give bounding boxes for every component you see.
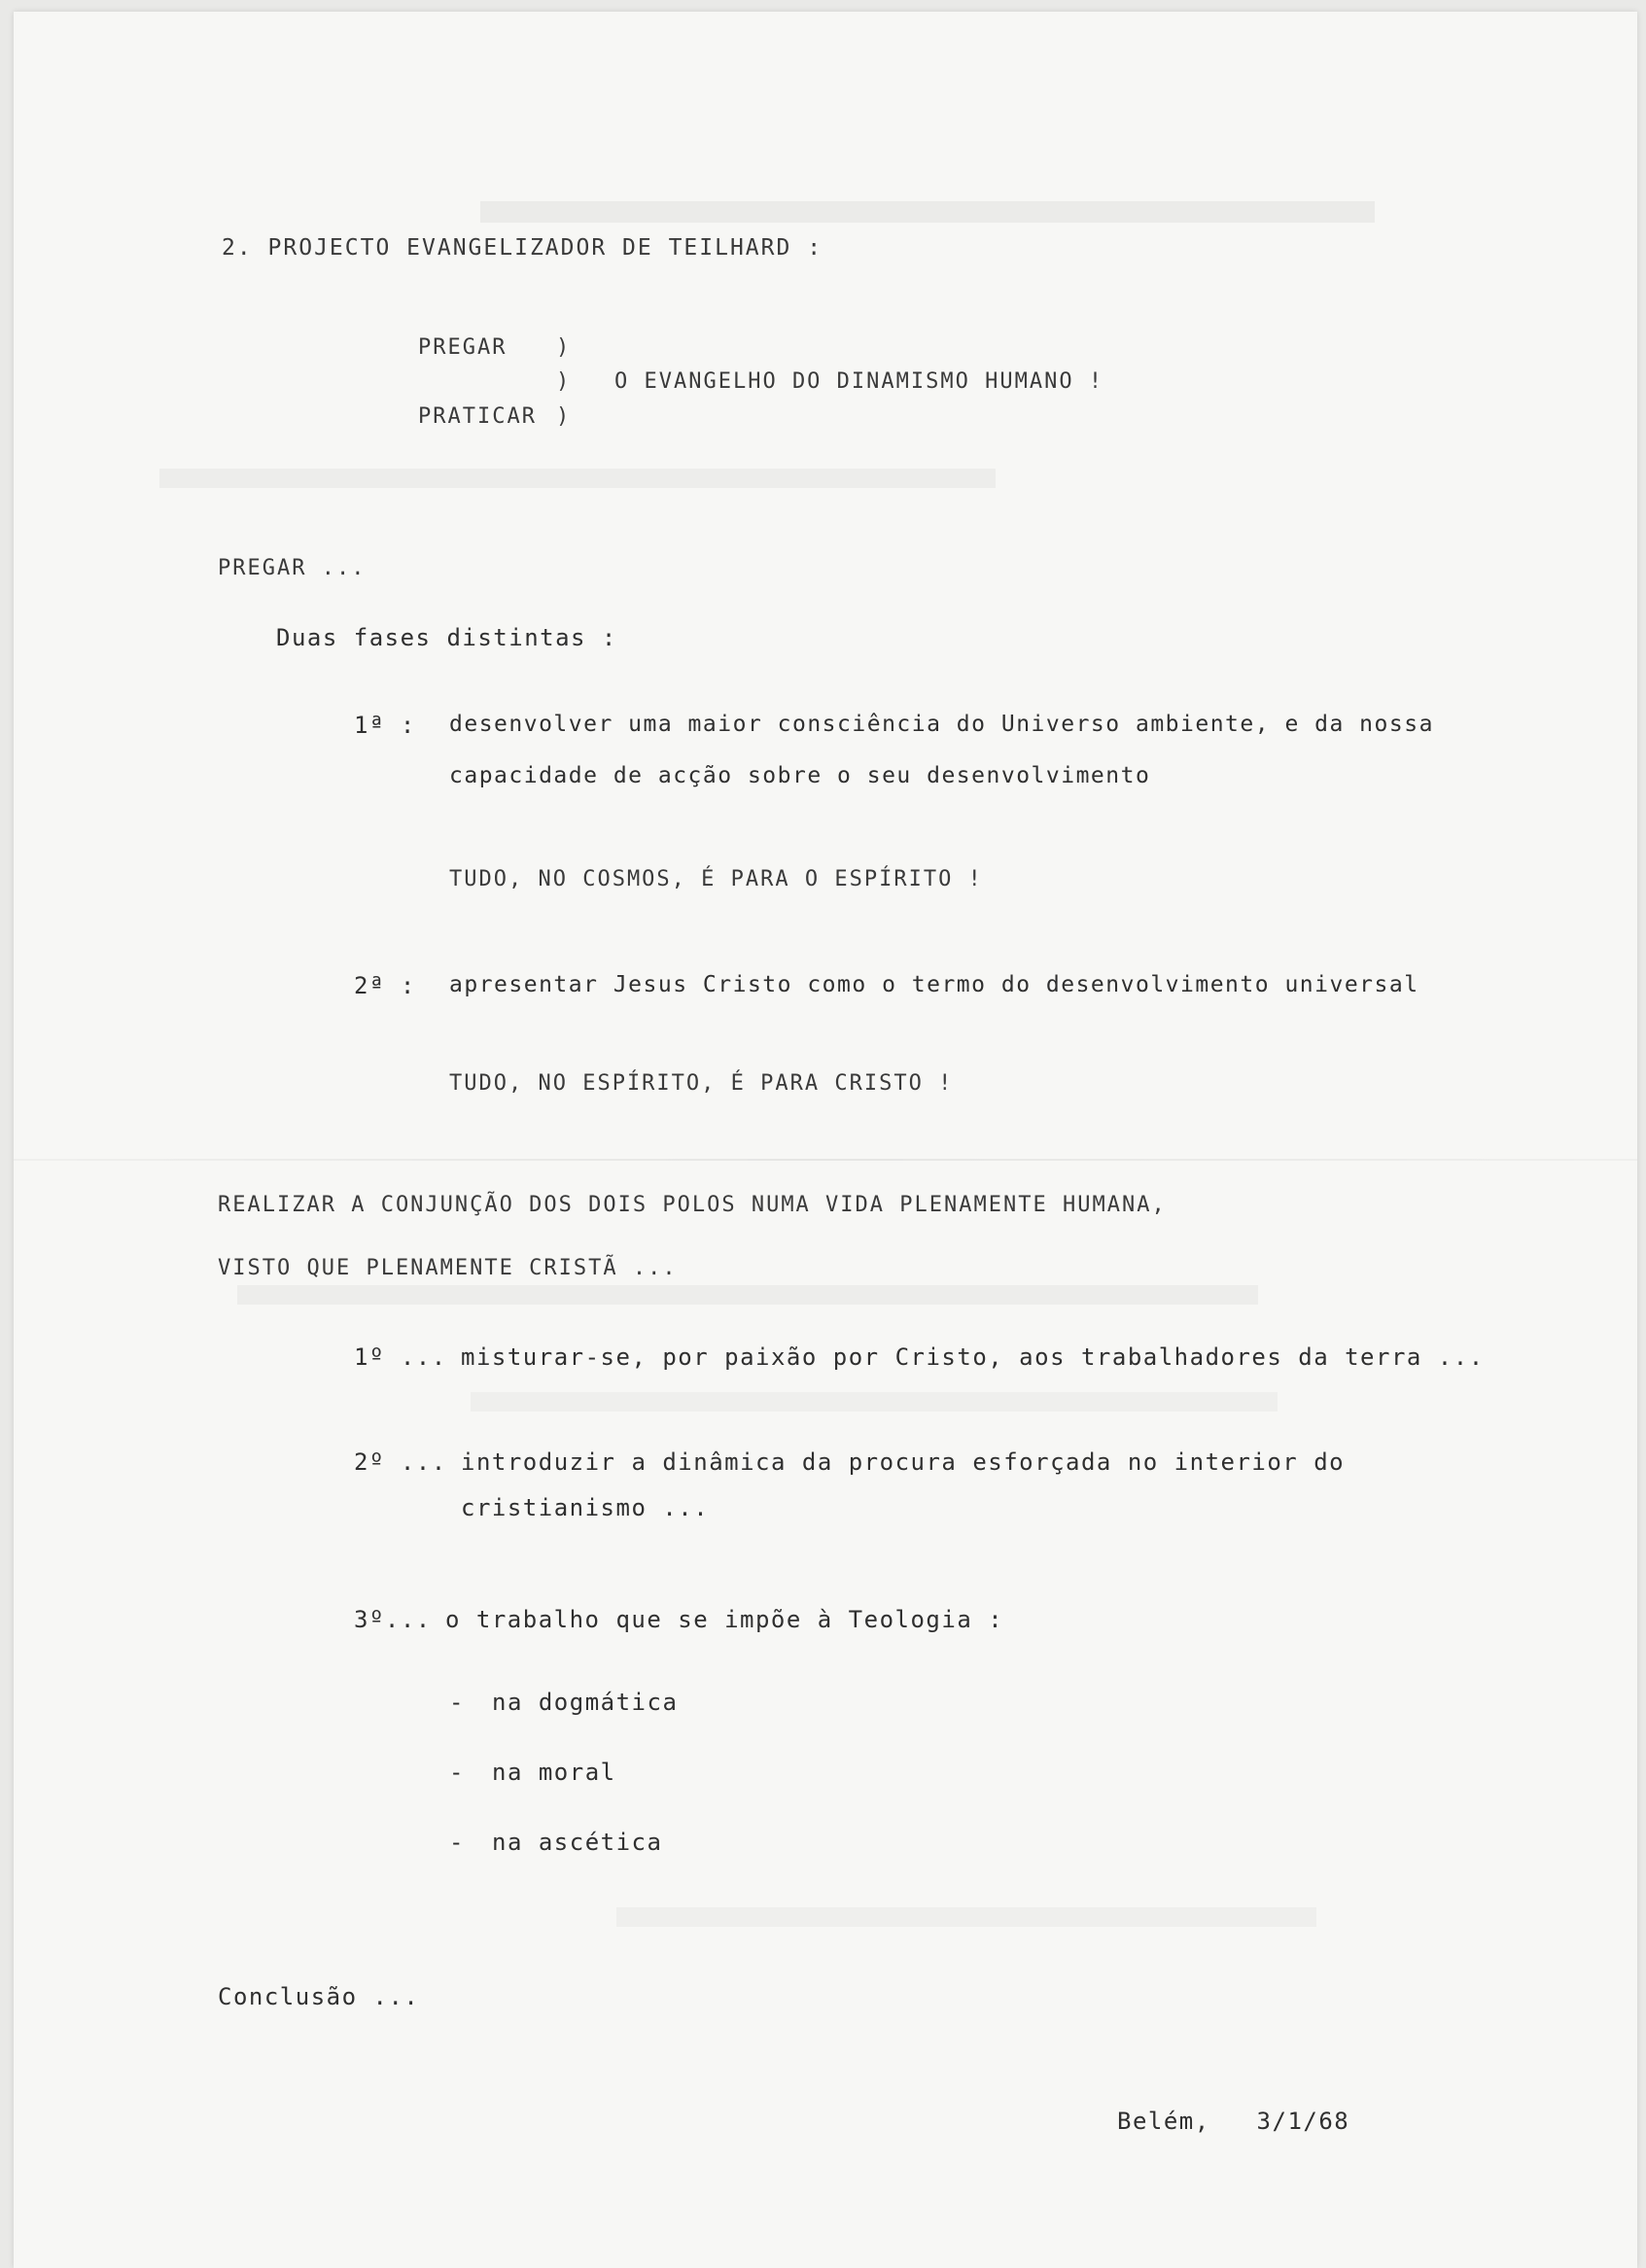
- verb-praticar: PRATICAR: [418, 404, 537, 429]
- phase2-motto: TUDO, NO ESPÍRITO, É PARA CRISTO !: [449, 1071, 954, 1096]
- paren-mid: ): [556, 369, 572, 394]
- phase2-marker: 2ª :: [354, 972, 416, 999]
- item2-marker: 2º ...: [354, 1448, 447, 1476]
- item2-text: introduzir a dinâmica da procura esforçada no interior do: [461, 1448, 1346, 1476]
- item1-marker: 1º ...: [354, 1343, 447, 1371]
- section-heading: 2. PROJECTO EVANGELIZADOR DE TEILHARD :: [222, 235, 823, 261]
- conclusion: Conclusão ...: [218, 1983, 420, 2010]
- phase2-line1: apresentar Jesus Cristo como o termo do desenvolvimento universal: [449, 972, 1419, 997]
- paren-open: ): [556, 335, 572, 360]
- phase1-motto: TUDO, NO COSMOS, É PARA O ESPÍRITO !: [449, 867, 983, 891]
- theology-item-ascetica: na ascética: [492, 1829, 663, 1856]
- pregar-label: PREGAR ...: [218, 556, 367, 580]
- theology-dash: -: [449, 1759, 465, 1786]
- phase1-line1: desenvolver uma maior consciência do Universo ambiente, e da nossa: [449, 712, 1434, 737]
- show-through-mark: [237, 1285, 1258, 1305]
- show-through-mark: [471, 1392, 1278, 1412]
- pregar-intro: Duas fases distintas :: [276, 624, 617, 651]
- paren-close: ): [556, 404, 572, 429]
- show-through-mark: [480, 201, 1375, 223]
- theology-item-moral: na moral: [492, 1759, 616, 1786]
- theology-dash: -: [449, 1689, 465, 1716]
- theology-item-dogmatica: na dogmática: [492, 1689, 679, 1716]
- show-through-mark: [159, 469, 996, 488]
- item2-text-cont: cristianismo ...: [461, 1494, 710, 1521]
- paper-fold-line: [14, 1159, 1637, 1161]
- theology-dash: -: [449, 1829, 465, 1856]
- phase1-line2: capacidade de acção sobre o seu desenvolvimento: [449, 763, 1151, 788]
- realizar-line2: VISTO QUE PLENAMENTE CRISTÃ ...: [218, 1256, 678, 1280]
- item3-text: o trabalho que se impõe à Teologia :: [445, 1606, 1004, 1633]
- place-date: Belém, 3/1/68: [1117, 2108, 1350, 2135]
- show-through-mark: [616, 1907, 1316, 1927]
- item1-text: misturar-se, por paixão por Cristo, aos trabalhadores da terra ...: [461, 1343, 1485, 1371]
- phase1-marker: 1ª :: [354, 712, 416, 739]
- verb-pregar: PREGAR: [418, 335, 508, 360]
- evangelho-object: O EVANGELHO DO DINAMISMO HUMANO !: [614, 369, 1104, 394]
- document-page: [14, 12, 1637, 2268]
- item3-marker: 3º...: [354, 1606, 432, 1633]
- realizar-line1: REALIZAR A CONJUNÇÃO DOS DOIS POLOS NUMA VIDA PLENAMENTE HUMANA,: [218, 1193, 1167, 1217]
